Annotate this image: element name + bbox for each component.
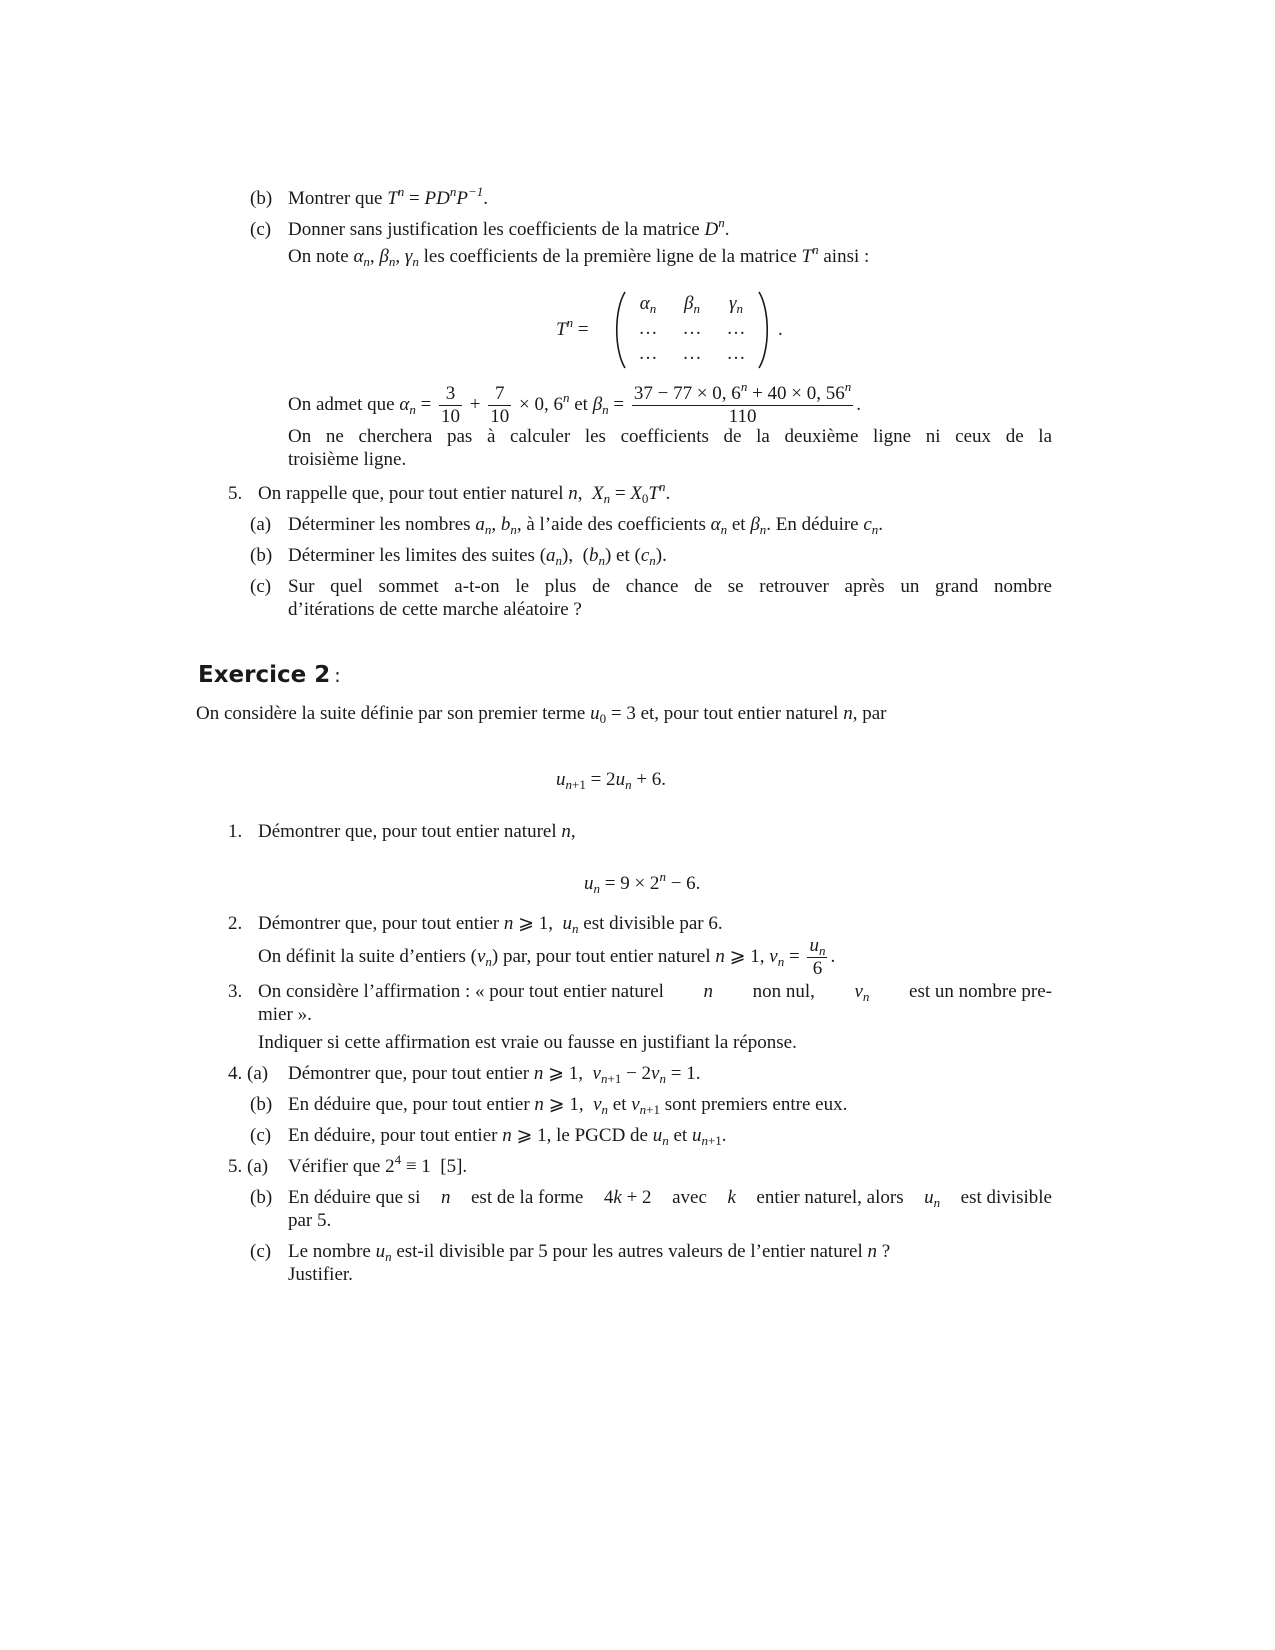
q5b-text: Déterminer les limites des suites $(a_n)$, $(b_n)$ et $(c_n)$. — [288, 545, 667, 568]
e3-label: 3. — [228, 981, 243, 1002]
e2-text: Démontrer que, pour tout entier n ⩾ 1, $u_n$ est divisible par 6. — [258, 913, 723, 936]
admet-text1: On admet que — [288, 394, 395, 415]
q5b-label: (b) — [250, 545, 273, 566]
fraction-7-10: $\frac{7}{10}$ — [490, 383, 510, 428]
matrix-cell: … — [638, 318, 658, 339]
e5b-line1: En déduire que si n est de la forme 4k + 2 avec k entier naturel, alors $u_n$ est divisible — [288, 1187, 1052, 1210]
q5-label: 5. — [228, 483, 243, 504]
q4b-label: (b) — [250, 188, 273, 209]
matrix — [612, 290, 772, 370]
e2-definition: On définit la suite d’entiers $(v_n)$ par, pour tout entier naturel n ⩾ 1, $v_n$ = $\frac{u_n}{6}$ . — [258, 935, 836, 980]
matrix-lhs: $T^n$ = — [556, 315, 589, 340]
e5c-line2: Justifier. — [288, 1264, 353, 1285]
note-text1: On note — [288, 246, 349, 267]
e5c-label: (c) — [250, 1241, 272, 1262]
matrix-cell: … — [638, 343, 658, 364]
e5a-label: 5. (a) — [228, 1156, 269, 1177]
intro-text: On considère la suite définie par son premier terme $u_0 = 3$ et, pour tout entier naturel n, par — [196, 703, 887, 726]
exercise-colon: : — [334, 665, 341, 687]
note-text3: ainsi : — [823, 246, 870, 267]
exercise-heading — [198, 660, 341, 691]
explicit-formula: $u_n = 9 \times 2^n - 6$. — [584, 869, 701, 896]
e4a-text: Démontrer que, pour tout entier n ⩾ 1, $v_{n+1} - 2v_n = 1$. — [288, 1063, 701, 1086]
matrix-cell: $\alpha_n$ — [639, 293, 657, 316]
matrix-dot: . — [778, 319, 783, 340]
e4b-label: (b) — [250, 1094, 273, 1115]
e5b-line2: par 5. — [288, 1210, 332, 1231]
e2-label: 2. — [228, 913, 243, 934]
q4b-text: Montrer que $T^n = PD^nP^{-1}$. — [288, 184, 488, 209]
fraction-beta: $\frac{37 - 77 \times 0, 6^n + 40 \times 0, 56^n}{110}$ — [633, 379, 852, 428]
q4b-text-main: Montrer que — [288, 188, 383, 209]
e1-text: Démontrer que, pour tout entier naturel n, — [258, 821, 576, 842]
q4c-text: Donner sans justification les coefficients de la matrice $D^n$. — [288, 215, 730, 240]
matrix-cell: … — [682, 343, 702, 364]
q4c-text-main: Donner sans justification les coefficients de la matrice — [288, 219, 700, 240]
e3-line2: mier ». — [258, 1004, 312, 1025]
q5a-text: Déterminer les nombres $a_n$, $b_n$, à l’aide des coefficients $\alpha_n$ et $\beta_n$. En déduire $c_n$. — [288, 514, 884, 537]
e4a-label: 4. (a) — [228, 1063, 269, 1084]
e5a-text: Vérifier que $2^4 \equiv 1$ [5]. — [288, 1152, 468, 1177]
matrix-cell: … — [726, 318, 746, 339]
q5c-line1: Sur quel sommet a-t-on le plus de chance de se retrouver après un grand nombre — [288, 576, 1052, 597]
e5b-label: (b) — [250, 1187, 273, 1208]
e4b-text: En déduire que, pour tout entier n ⩾ 1, $v_n$ et $v_{n+1}$ sont premiers entre eux. — [288, 1094, 848, 1117]
matrix-cell: … — [726, 343, 746, 364]
matrix-cell: $\beta_n$ — [684, 293, 700, 316]
exercise-title: Exercice 2 — [198, 662, 331, 688]
q5c-line2: d’itérations de cette marche aléatoire ? — [288, 599, 582, 620]
cherchera-line1: On ne cherchera pas à calculer les coefficients de la deuxième ligne ni ceux de la — [288, 426, 1052, 447]
matrix-cell: $\gamma_n$ — [729, 293, 743, 316]
note-text2: les coefficients de la première ligne de la matrice — [423, 246, 797, 267]
e1-label: 1. — [228, 821, 243, 842]
admet-line: On admet que $\alpha_n$ = $\frac{3}{10}$ + $\frac{7}{10}$ × 0, 6$^n$ et $\beta_n$ = $\frac{37 - 77 \times 0, 6^n + 40 \times 0, 56^n}{110}$ . — [288, 379, 861, 428]
matrix-cell: … — [682, 318, 702, 339]
e5c-line1: Le nombre $u_n$ est-il divisible par 5 pour les autres valeurs de l’entier naturel n ? — [288, 1241, 891, 1264]
q4c-label: (c) — [250, 219, 272, 240]
e3-line3: Indiquer si cette affirmation est vraie ou fausse en justifiant la réponse. — [258, 1032, 797, 1053]
recurrence-equation: $u_{n+1} = 2u_n + 6$. — [556, 769, 667, 792]
q5a-label: (a) — [250, 514, 272, 535]
e3-line1: On considère l’affirmation : « pour tout entier naturel n non nul, $v_n$ est un nombre pre- — [258, 981, 1052, 1004]
q5-text: On rappelle que, pour tout entier naturel n, $X_n = X_0T^n$. — [258, 479, 671, 506]
e4c-text: En déduire, pour tout entier n ⩾ 1, le PGCD de $u_n$ et $u_{n+1}$. — [288, 1125, 727, 1148]
q5-text-main: On rappelle que, pour tout entier naturel — [258, 483, 564, 504]
fraction-3-10: $\frac{3}{10}$ — [441, 383, 461, 428]
fraction-un-6: $\frac{u_n}{6}$ — [809, 935, 826, 980]
e4c-label: (c) — [250, 1125, 272, 1146]
cherchera-line2: troisième ligne. — [288, 449, 407, 470]
right-paren — [756, 290, 772, 370]
note-line: On note $\alpha_n$, $\beta_n$, $\gamma_n$ les coefficients de la première ligne de la matrice $T^n$ ainsi : — [288, 242, 870, 269]
q5c-label: (c) — [250, 576, 272, 597]
